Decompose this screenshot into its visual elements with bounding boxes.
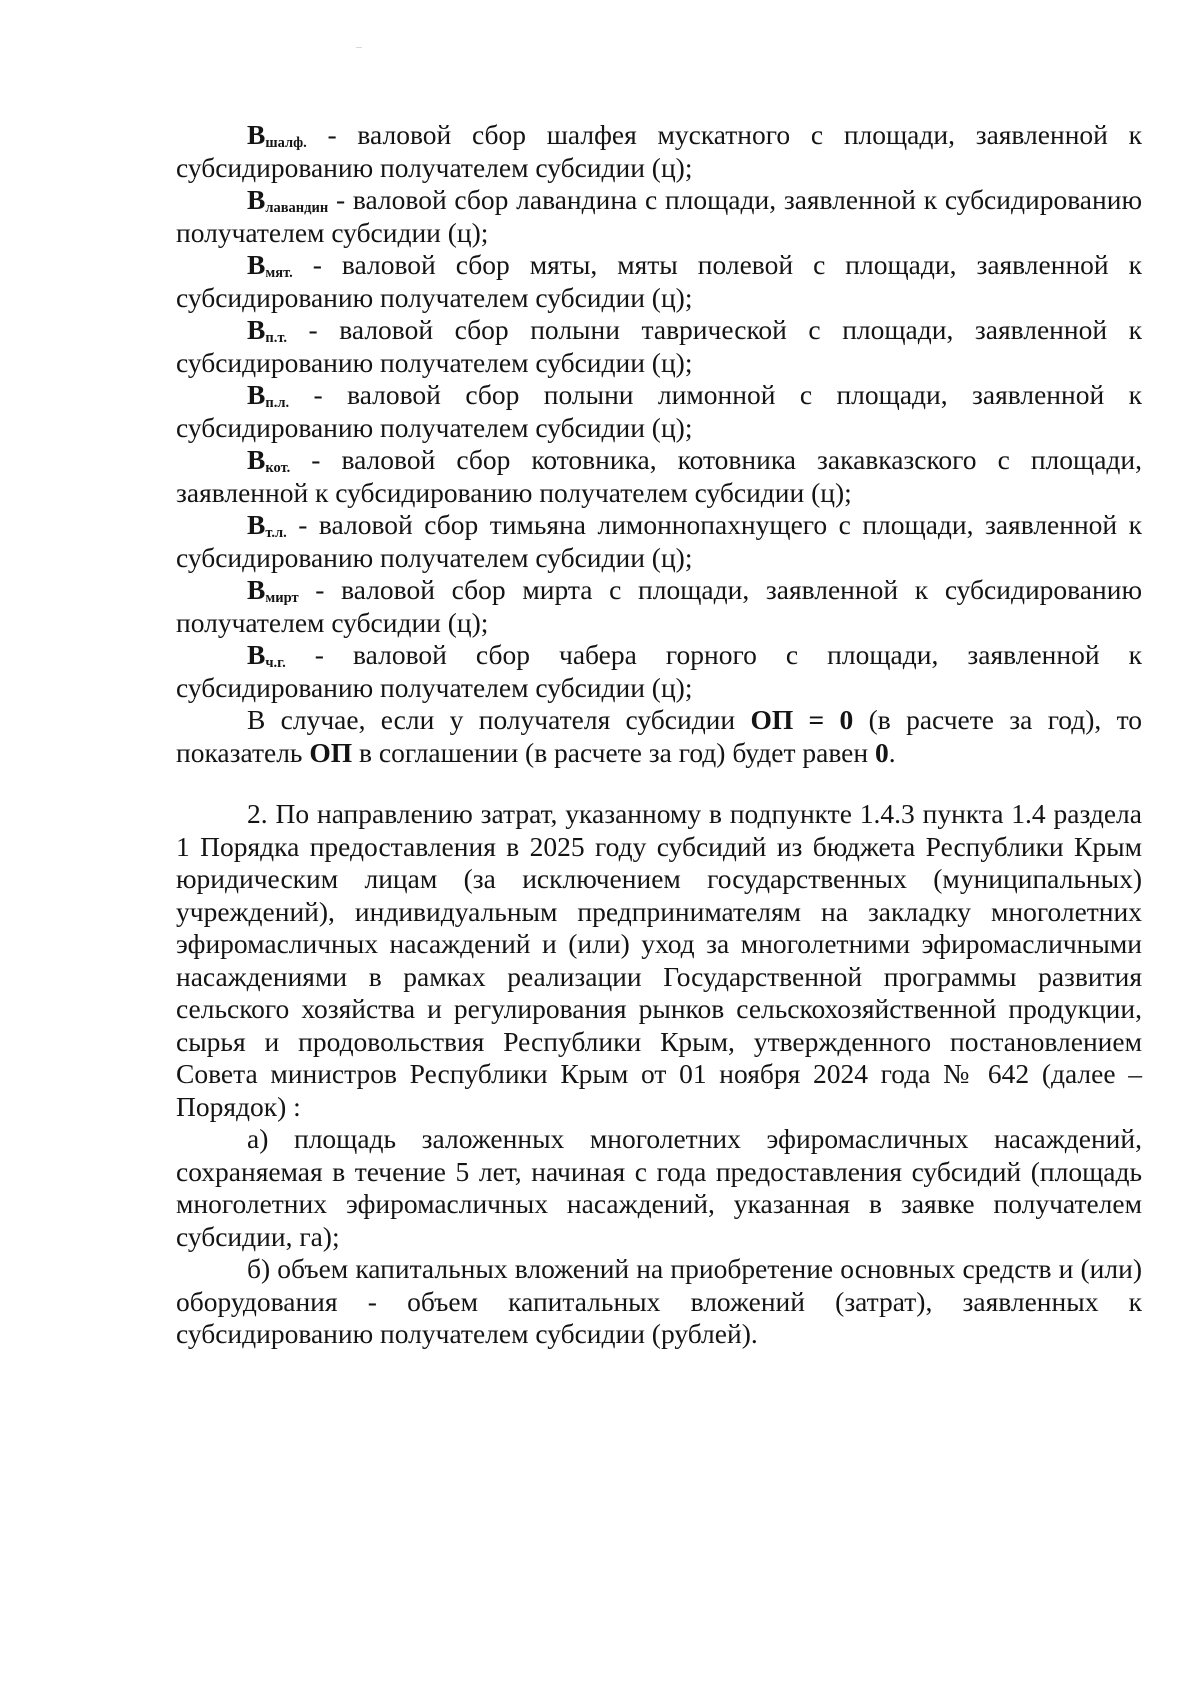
- definition-text: - валовой сбор лавандина с площади, заявленной к субсидированию получателем субсидии (ц);: [176, 184, 1142, 248]
- definition-symbol: $В_{кот.}$: [247, 444, 291, 476]
- definition-item: [176, 379, 1142, 444]
- definition-symbol: $В_{т.л.}$: [247, 509, 287, 541]
- section-2-item-a: а) площадь заложенных многолетних эфиромасличных насаждений, сохраняемая в течение 5 лет, начиная с года предоставления субсидий (площадь многолетних эфиромасличных насаждений, указанная в заявке получателем субсидии, га);: [176, 1123, 1142, 1252]
- section-2-block: [176, 798, 1142, 1351]
- definition-text: - валовой сбор тимьяна лимоннопахнущего с площади, заявленной к субсидированию получателем субсидии (ц);: [176, 509, 1142, 573]
- definition-item: [176, 249, 1142, 314]
- zero-case-paragraph: В случае, если у получателя субсидии ОП = 0 (в расчете за год), то показатель ОП в соглашении (в расчете за год) будет равен 0.: [176, 704, 1142, 768]
- definition-item: [176, 314, 1142, 379]
- definition-item: [176, 444, 1142, 509]
- definition-item: [176, 509, 1142, 574]
- definition-text: - валовой сбор мяты, мяты полевой с площади, заявленной к субсидированию получателем субсидии (ц);: [176, 249, 1142, 313]
- definition-symbol: $В_{шалф.}$: [247, 119, 307, 151]
- zero-value: 0: [874, 736, 889, 768]
- definition-symbol: $В_{мят.}$: [247, 249, 293, 281]
- definition-symbol: $В_{мирт}$: [247, 574, 299, 606]
- definition-symbol: $В_{п.т.}$: [247, 314, 287, 346]
- op-symbol: ОП = 0: [750, 704, 854, 735]
- definition-text: - валовой сбор полыни таврической с площади, заявленной к субсидированию получателем субсидии (ц);: [176, 314, 1142, 378]
- section-2-intro: 2. По направлению затрат, указанному в подпункте 1.4.3 пункта 1.4 раздела 1 Порядка предоставления в 2025 году субсидий из бюджета Республики Крым юридическим лицам (за исключением государственных (муниципальных) учреждений), индивидуальным предпринимателям на закладку многолетних эфиромасличных насаждений и (или) уход за многолетними эфиромасличными насаждениями в рамках реализации Государственной программы развития сельского хозяйства и регулирования рынков сельскохозяйственной продукции, сырья и продовольствия Республики Крым, утвержденного постановлением Совета министров Республики Крым от 01 ноября 2024 года № 642 (далее – Порядок) :: [176, 798, 1142, 1122]
- scan-speck: [356, 47, 362, 48]
- definition-item: [176, 184, 1142, 249]
- definition-item: [176, 574, 1142, 639]
- definition-text: - валовой сбор чабера горного с площади, заявленной к субсидированию получателем субсидии (ц);: [176, 639, 1142, 703]
- definition-symbol: $В_{ч.г.}$: [247, 639, 286, 671]
- section-2-item-b: б) объем капитальных вложений на приобретение основных средств и (или) оборудования - объем капитальных вложений (затрат), заявленных к субсидированию получателем субсидии (рублей).: [176, 1253, 1142, 1349]
- definition-symbol: $В_{лавандин}$: [247, 184, 329, 216]
- definition-symbol: $В_{п.л.}$: [247, 379, 290, 411]
- op-symbol: ОП: [309, 736, 353, 768]
- definition-item: [176, 119, 1142, 184]
- definition-text: - валовой сбор шалфея мускатного с площади, заявленной к субсидированию получателем субсидии (ц);: [176, 119, 1142, 183]
- definition-text: - валовой сбор котовника, котовника закавказского с площади, заявленной к субсидированию получателем субсидии (ц);: [176, 444, 1142, 508]
- definition-item: [176, 639, 1142, 704]
- definitions-block: [176, 119, 1142, 769]
- definition-text: - валовой сбор полыни лимонной с площади, заявленной к субсидированию получателем субсидии (ц);: [176, 379, 1142, 443]
- definition-text: - валовой сбор мирта с площади, заявленной к субсидированию получателем субсидии (ц);: [176, 574, 1142, 638]
